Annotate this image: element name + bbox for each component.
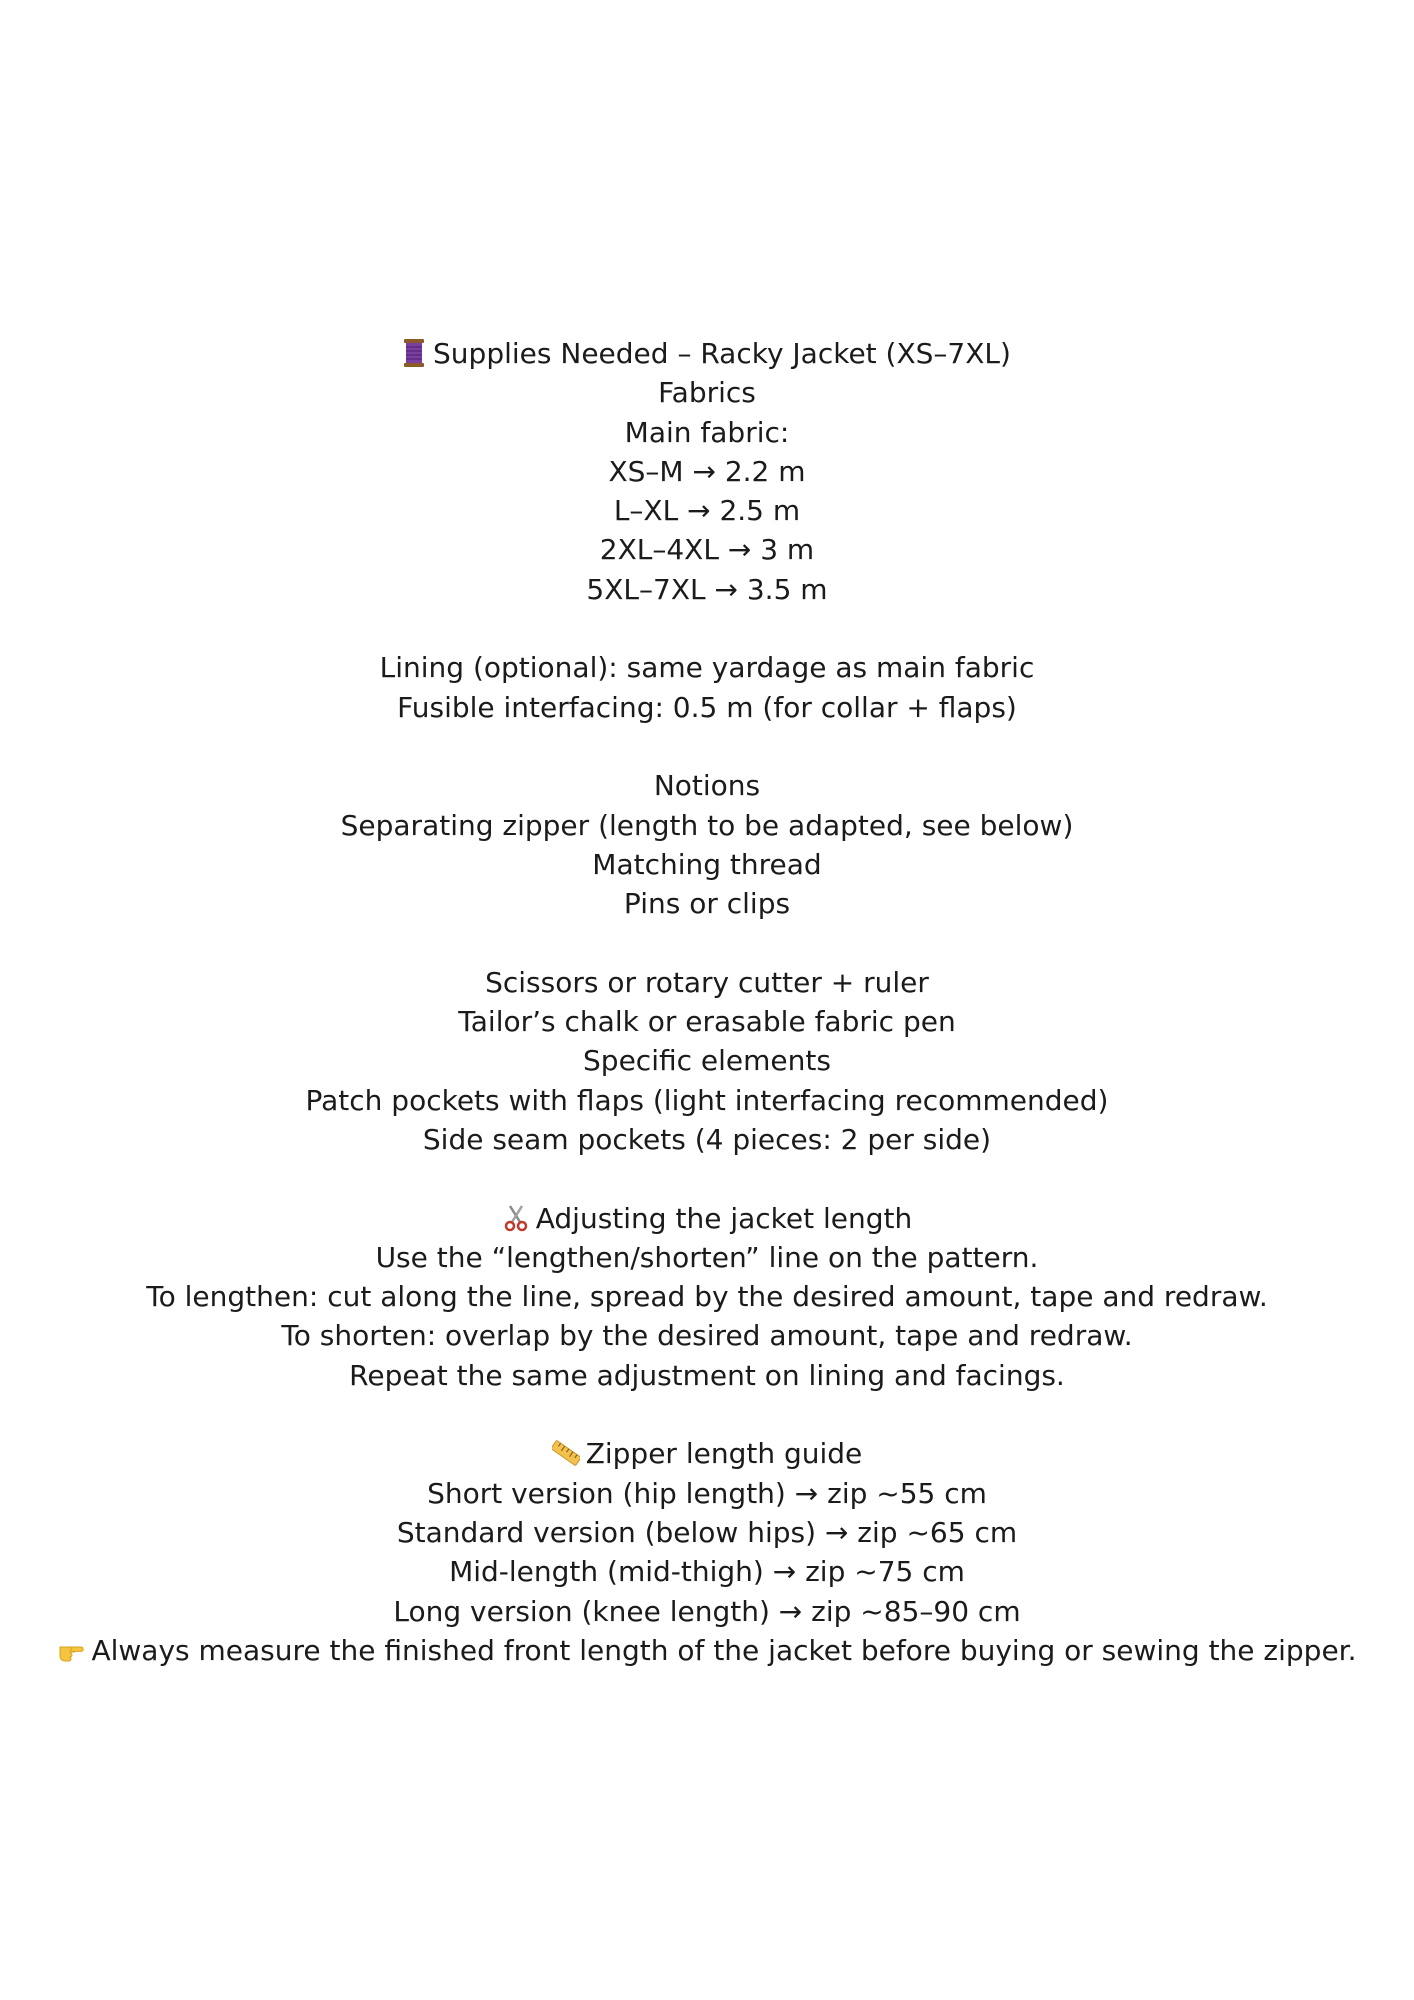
fabric-size-line: 5XL–7XL → 3.5 m [586,572,828,606]
fabric-size-line: XS–M → 2.2 m [608,454,806,488]
pointing-hand-icon [57,1636,85,1664]
fabrics-heading: Fabrics [658,376,756,410]
specific-item: Patch pockets with flaps (light interfacing recommended) [305,1083,1109,1117]
notion-item: Pins or clips [623,887,791,921]
zipper-line: Mid-length (mid-thigh) → zip ~75 cm [449,1555,965,1589]
document-body [0,334,1414,1670]
lining-line: Lining (optional): same yardage as main fabric [379,651,1035,685]
fabric-size-line: L–XL → 2.5 m [613,494,801,528]
thread-spool-icon [403,338,425,368]
adjusting-line: Use the “lengthen/shorten” line on the pattern. [375,1240,1039,1274]
tool-item: Tailor’s chalk or erasable fabric pen [458,1005,956,1039]
adjusting-line: To shorten: overlap by the desired amount, tape and redraw. [281,1319,1133,1353]
adjusting-line: Repeat the same adjustment on lining and facings. [349,1358,1065,1392]
specific-item: Side seam pockets (4 pieces: 2 per side) [422,1122,992,1156]
notion-item: Matching thread [592,847,822,881]
specific-elements-heading: Specific elements [583,1044,831,1078]
zipper-heading [0,1434,1414,1473]
page-title [0,334,1414,373]
interfacing-line: Fusible interfacing: 0.5 m (for collar + flaps) [397,690,1017,724]
scissors-icon [502,1204,530,1232]
spacer [0,609,1414,648]
zipper-line: Long version (knee length) → zip ~85–90 cm [393,1594,1021,1628]
notion-item: Separating zipper (length to be adapted, see below) [340,808,1074,842]
zipper-line: Standard version (below hips) → zip ~65 cm [396,1515,1018,1549]
spacer [0,1395,1414,1434]
notions-heading: Notions [653,769,761,803]
zipper-note [0,1631,1414,1670]
spacer [0,923,1414,962]
zipper-heading-text: Zipper length guide [585,1437,863,1471]
fabric-size-line: 2XL–4XL → 3 m [599,533,815,567]
tool-item: Scissors or rotary cutter + ruler [485,965,929,999]
title-text: Supplies Needed – Racky Jacket (XS–7XL) [433,337,1011,370]
adjusting-line: To lengthen: cut along the line, spread by the desired amount, tape and redraw. [146,1280,1268,1314]
spacer [0,1159,1414,1198]
main-fabric-label: Main fabric: [624,415,790,449]
spacer [0,727,1414,766]
adjusting-heading [0,1199,1414,1238]
ruler-icon [552,1439,580,1467]
adjusting-heading-text: Adjusting the jacket length [535,1201,913,1235]
zipper-line: Short version (hip length) → zip ~55 cm [427,1476,987,1510]
zipper-note-text: Always measure the finished front length of the jacket before buying or sewing the zipper. [91,1633,1357,1667]
